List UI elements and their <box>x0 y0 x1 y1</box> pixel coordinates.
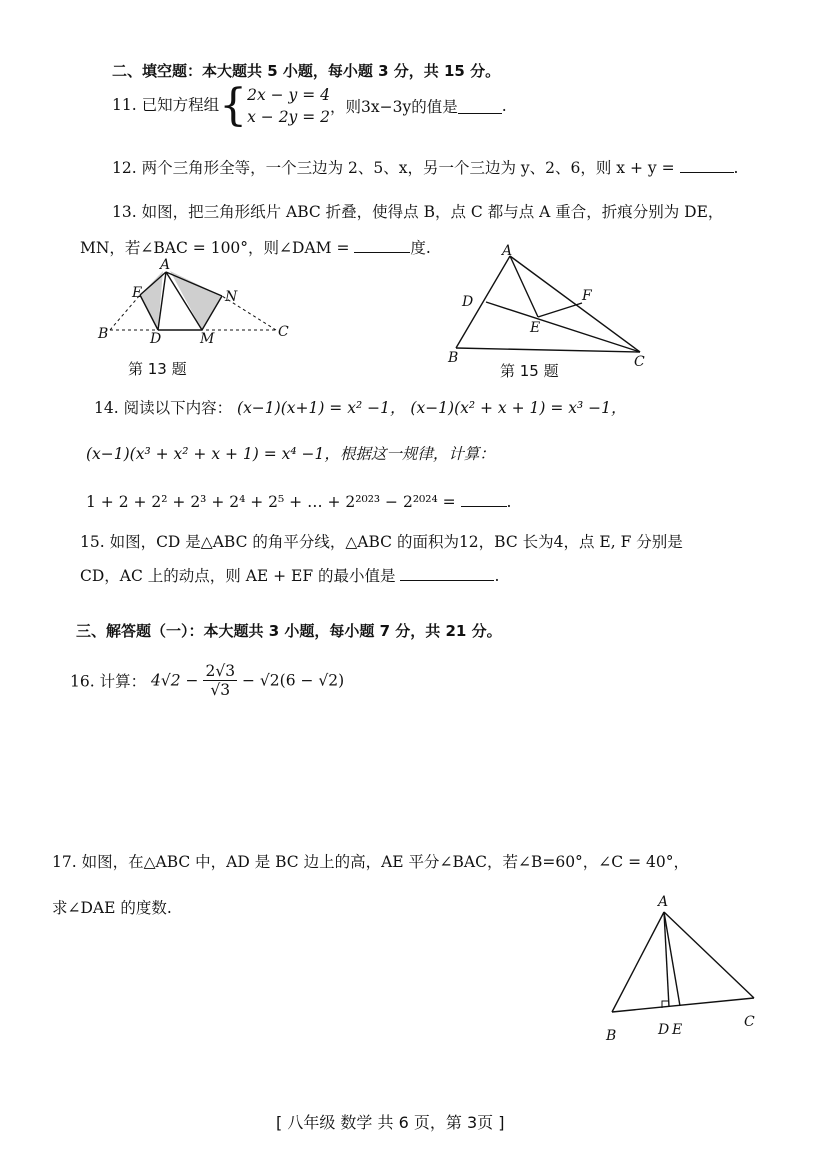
q13-label-c: C <box>278 324 289 340</box>
q13-label-e: E <box>132 285 143 301</box>
q15-line1: 15. 如图，CD 是△ABC 的角平分线，△ABC 的面积为12，BC 长为4，点 E, F 分别是 <box>80 533 683 551</box>
q11-eq1: 2x − y = 4 <box>247 86 331 104</box>
q12-text: 12. 两个三角形全等，一个三边为 2、5、x，另一个三边为 y、2、6，则 x + y = <box>112 159 675 177</box>
q15-caption: 第 15 题 <box>500 362 559 380</box>
q15-label-b: B <box>448 350 459 366</box>
question-12: 12. 两个三角形全等，一个三边为 2、5、x，另一个三边为 y、2、6，则 x + y = . <box>112 159 739 177</box>
section-3-title: 三、解答题（一）：本大题共 3 小题，每小题 7 分，共 21 分。 <box>76 622 502 640</box>
q13-line1: 13. 如图，把三角形纸片 ABC 折叠，使得点 B，点 C 都与点 A 重合，折痕分别为 DE， <box>112 203 724 221</box>
q16-part1: 4√2 − <box>151 671 199 690</box>
q15-answer-blank[interactable] <box>400 566 494 581</box>
q11-prefix: 已知方程组 <box>141 96 220 114</box>
q15-line2: CD，AC 上的动点，则 AE + EF 的最小值是 . <box>80 567 500 585</box>
q13-label-n: N <box>225 289 238 305</box>
equation-brace: { <box>219 80 248 131</box>
q14-line3: 1 + 2 + 2² + 2³ + 2⁴ + 2⁵ + … + 2²⁰²³ − 2²⁰²⁴ = . <box>86 493 512 511</box>
q16-denominator: √3 <box>210 681 231 699</box>
q17-label-e: E <box>672 1022 683 1038</box>
q16-part2: − √2(6 − √2) <box>242 671 345 690</box>
q17-line2: 求∠DAE 的度数. <box>52 899 172 917</box>
q13-label-d: D <box>150 331 162 347</box>
question-16 <box>70 662 344 699</box>
q15-label-d: D <box>462 294 474 310</box>
q14-expression: 1 + 2 + 2² + 2³ + 2⁴ + 2⁵ + … + 2²⁰²³ − 2²⁰²⁴ = <box>86 493 456 511</box>
q11-suffix: ，则3x−3y的值是 <box>330 98 458 116</box>
q13-unit: 度. <box>410 239 431 257</box>
q16-numerator: 2√3 <box>205 662 236 680</box>
section-2-title: 二、填空题：本大题共 5 小题，每小题 3 分，共 15 分。 <box>112 62 501 80</box>
page-footer: [ 八年级 数学 共 6 页，第 3页 ] <box>276 1113 505 1132</box>
q17-line1: 17. 如图，在△ABC 中，AD 是 BC 边上的高，AE 平分∠BAC，若∠B=60°，∠C = 40°， <box>52 853 689 871</box>
q17-label-b: B <box>606 1028 617 1044</box>
q15-label-f: F <box>582 288 592 304</box>
q15-label-e: E <box>530 320 541 336</box>
q16-label: 16. 计算： <box>70 672 147 691</box>
q14-answer-blank[interactable] <box>461 492 507 507</box>
q15-label-a: A <box>502 243 513 259</box>
q14-line2: (x−1)(x³ + x² + x + 1) = x⁴ −1，根据这一规律，计算： <box>86 445 495 463</box>
q11-number: 11. <box>112 96 137 114</box>
q15-label-c: C <box>634 354 645 370</box>
question-14-line1 <box>94 396 627 418</box>
q14-eq2: (x−1)(x² + x + 1) = x³ −1， <box>410 399 627 417</box>
q13-line2-text: MN，若∠BAC = 100°，则∠DAM = <box>80 239 350 257</box>
q13-label-a: A <box>160 257 171 273</box>
q13-caption: 第 13 题 <box>128 360 187 378</box>
q14-intro: 14. 阅读以下内容： <box>94 399 233 417</box>
question-11: 11. 已知方程组{ 2x − y = 4 x − 2y = 2 ，则3x−3y的值是 . <box>112 80 507 131</box>
q17-label-a: A <box>658 894 669 910</box>
q17-label-c: C <box>744 1014 755 1030</box>
q11-eq2: x − 2y = 2 <box>247 108 331 126</box>
q13-label-m: M <box>200 331 215 347</box>
q15-line2-text: CD，AC 上的动点，则 AE + EF 的最小值是 <box>80 567 396 585</box>
q13-label-b: B <box>98 326 109 342</box>
q16-fraction <box>203 662 237 699</box>
q14-eq1: (x−1)(x+1) = x² −1， <box>237 399 406 417</box>
q17-label-d: D <box>658 1022 670 1038</box>
